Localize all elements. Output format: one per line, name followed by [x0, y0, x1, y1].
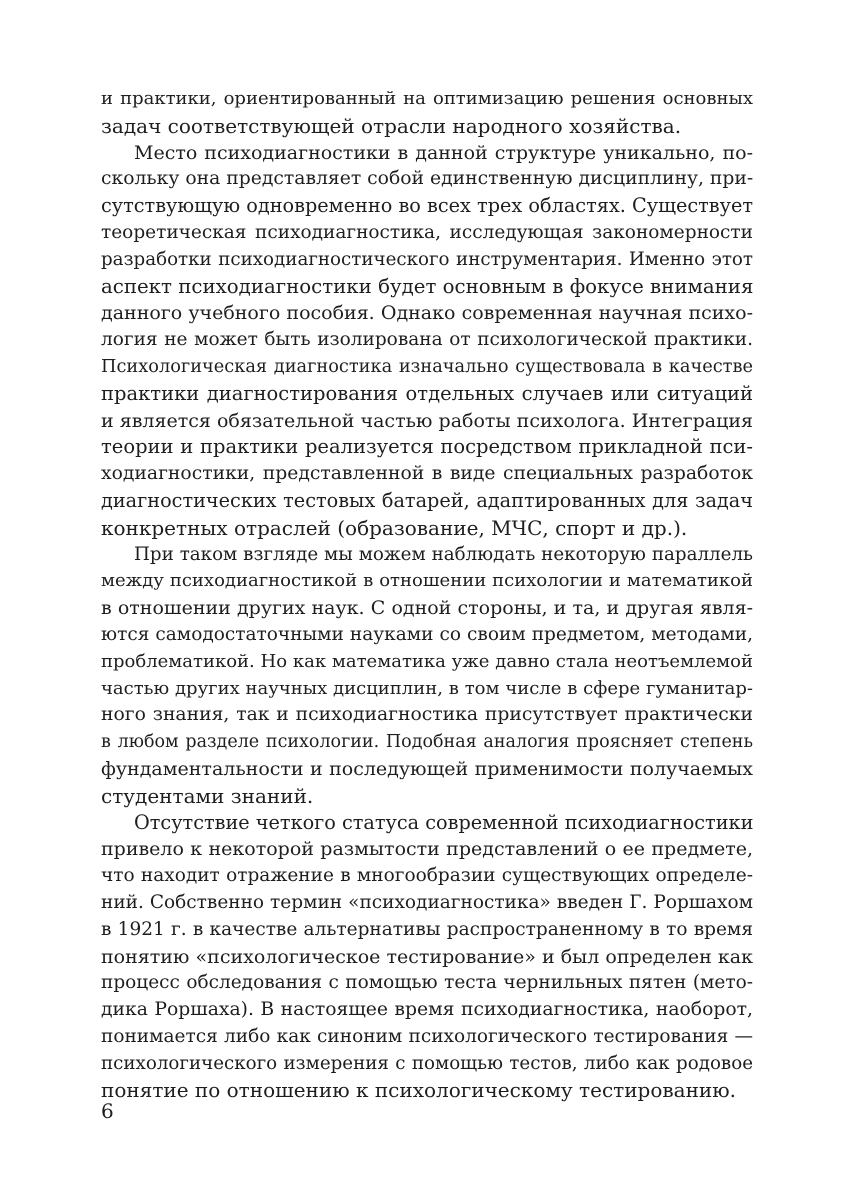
text-line: студентами знаний. — [101, 783, 314, 808]
text-line: логия не может быть изолирована от психологической практики. — [101, 329, 753, 351]
text-line: аспект психодиагностики будет основным в фокусе внимания — [101, 274, 754, 298]
text-line: скольку она представляет собой единственную дисциплину, при- — [101, 168, 754, 190]
text-line: Место психодиагностики в данной структуре уникально, по- — [134, 141, 753, 164]
text-line: процесс обследования с помощью теста чернильных пятен (мето- — [101, 972, 753, 994]
text-line: конкретных отраслей (образование, МЧС, спорт и др.). — [101, 515, 688, 540]
text-line: в любом разделе психологии. Подобная аналогия проясняет степень — [101, 732, 753, 753]
paragraph-3 — [101, 542, 753, 810]
text-line: между психодиагностикой в отношении психологии и математикой — [101, 570, 753, 592]
text-line: фундаментальности и последующей применимости получаемых — [101, 757, 753, 780]
text-line: и является обязательной частью работы психолога. Интеграция — [101, 409, 753, 432]
page-body — [101, 86, 753, 1104]
page-number: 6 — [101, 1099, 114, 1123]
text-line: и практики, ориентированный на оптимизацию решения основных — [101, 88, 753, 109]
text-line: психологического измерения с помощью тестов, либо как родовое — [101, 1052, 753, 1074]
text-line: понятие по отношению к психологическому тестированию. — [101, 1078, 736, 1103]
text-line: привело к некоторой размытости представлений о ее предмете, — [101, 838, 753, 861]
text-line: в отношении других наук. С одной стороны, и та, и другая явля- — [101, 597, 753, 620]
text-line: Отсутствие четкого статуса современной психодиагностики — [134, 810, 754, 834]
text-line: сутствующую одновременно во всех трех областях. Существует — [101, 194, 753, 218]
paragraph-2 — [101, 140, 753, 542]
text-line: понятию «психологическое тестирование» и был определен как — [101, 945, 753, 968]
text-line: данного учебного пособия. Однако современная научная психо- — [101, 302, 753, 325]
text-line: понимается либо как синоним психологического тестирования — — [101, 1025, 753, 1047]
paragraph-4 — [101, 810, 753, 1105]
text-line: практики диагностирования отдельных случаев или ситуаций — [101, 381, 753, 405]
text-line: ного знания, так и психодиагностика присутствует практически — [101, 704, 753, 726]
text-line: теории и практики реализуется посредством прикладной пси- — [101, 435, 753, 459]
text-line: ются самодостаточными науками со своим предметом, методами, — [101, 623, 753, 645]
text-line: ний. Собственно термин «психодиагностика» введен Г. Роршахом — [101, 891, 753, 913]
text-line: в 1921 г. в качестве альтернативы распространенному в то время — [101, 918, 753, 940]
text-line: проблематикой. Но как математика уже давно стала неотъемлемой — [101, 650, 753, 672]
text-line: Психологическая диагностика изначально существовала в качестве — [101, 356, 753, 377]
text-line: При таком взгляде мы можем наблюдать некоторую параллель — [134, 543, 753, 565]
paragraph-1 — [101, 86, 753, 140]
text-line: ходиагностики, представленной в виде специальных разработок — [101, 463, 753, 485]
text-line: дика Роршаха). В настоящее время психодиагностика, наоборот, — [101, 999, 753, 1021]
text-line: задач соответствующей отрасли народного хозяйства. — [101, 113, 682, 138]
text-line: разработки психодиагностического инструментария. Именно этот — [101, 248, 753, 270]
text-line: частью других научных дисциплин, в том числе в сфере гуманитар- — [101, 677, 753, 699]
text-line: диагностических тестовых батарей, адаптированных для задач — [101, 488, 753, 512]
text-line: что находит отражение в многообразии существующих определе- — [101, 865, 753, 887]
text-line: теоретическая психодиагностика, исследующая закономерности — [101, 221, 753, 243]
